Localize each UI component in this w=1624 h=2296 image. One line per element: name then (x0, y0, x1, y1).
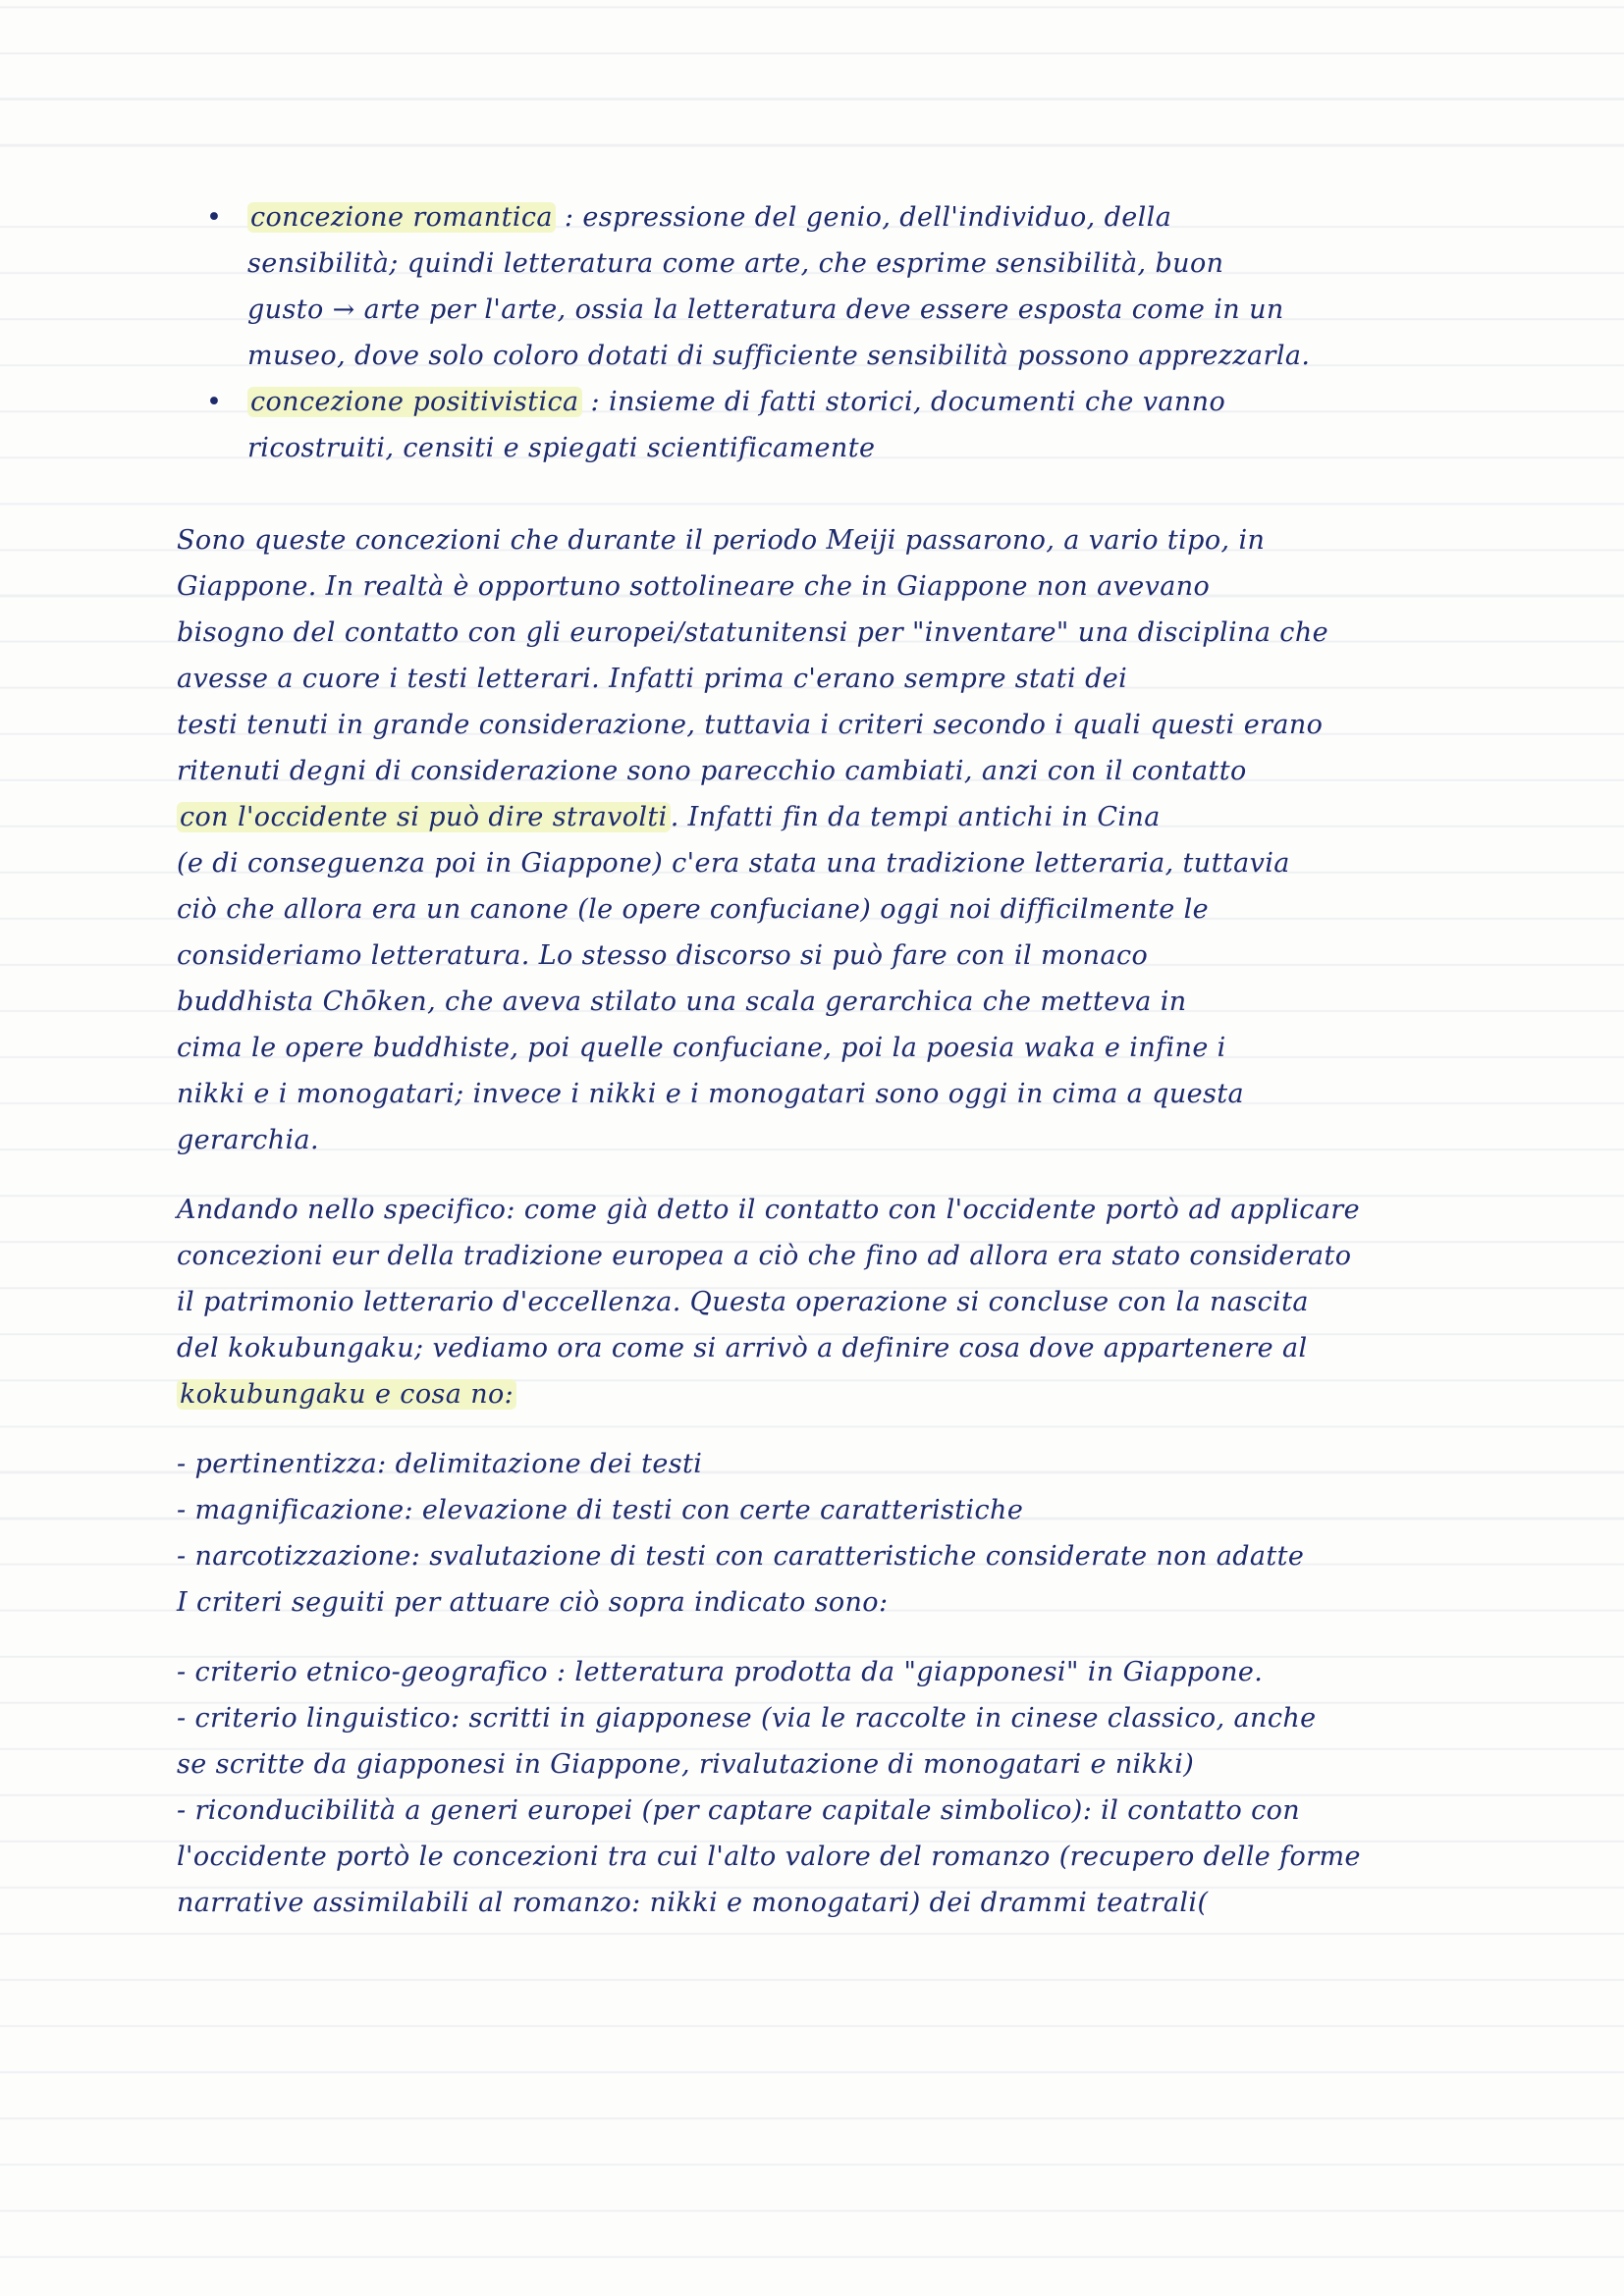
text: : espressione del genio, dell'individuo, della (564, 202, 1172, 233)
handwritten-notes (177, 194, 1473, 1926)
p1-line-14: gerarchia. (177, 1125, 319, 1155)
bullet-dot-icon: • (206, 387, 223, 417)
list1-item-1: - pertinentizza: delimitazione dei testi (177, 1449, 703, 1479)
spacer (177, 1626, 1473, 1649)
p1-line-11: buddhista Chōken, che aveva stilato una scala gerarchica che metteva in (177, 987, 1187, 1017)
bullet-dot-icon: • (206, 202, 223, 233)
spacer (177, 1417, 1473, 1441)
p1-line-12: cima le opere buddhiste, poi quelle confuciane, poi la poesia waka e infine i (177, 1033, 1226, 1063)
p1-line-7 (177, 794, 1473, 840)
bullet-romantica-line-4: museo, dove solo coloro dotati di sufficiente sensibilità possono apprezzarla. (247, 341, 1311, 371)
highlight-stravolti: con l'occidente si può dire stravolti (177, 802, 671, 832)
p1-line-6: ritenuti degni di considerazione sono parecchio cambiati, anzi con il contatto (177, 756, 1247, 786)
list2-line-3: se scritte da giapponesi in Giappone, rivalutazione di monogatari e nikki) (177, 1749, 1195, 1780)
bullet-romantica-line-1 (177, 194, 1473, 240)
p1-line-13: nikki e i monogatari; invece i nikki e i monogatari sono oggi in cima a questa (177, 1079, 1245, 1109)
p1-line-5: testi tenuti in grande considerazione, tuttavia i criteri secondo i quali questi erano (177, 710, 1324, 740)
p1-line-9: ciò che allora era un canone (le opere confuciane) oggi noi difficilmente le (177, 894, 1210, 925)
spacer (177, 471, 1473, 517)
bullet-positivistica-line-2: ricostruiti, censiti e spiegati scientificamente (247, 433, 876, 463)
p2-line-1: Andando nello specifico: come già detto il contatto con l'occidente portò ad applicare (177, 1195, 1360, 1225)
list2-line-5: l'occidente portò le concezioni tra cui l'alto valore del romanzo (recupero delle forme (177, 1842, 1361, 1872)
criteria-intro: I criteri seguiti per attuare ciò sopra indicato sono: (177, 1587, 889, 1618)
p1-line-3: bisogno del contatto con gli europei/statunitensi per "inventare" una disciplina che (177, 617, 1328, 648)
spacer (177, 1163, 1473, 1187)
p1-line-2: Giappone. In realtà è opportuno sottolineare che in Giappone non avevano (177, 571, 1211, 602)
list2-line-1: - criterio etnico-geografico : letteratura prodotta da "giapponesi" in Giappone. (177, 1657, 1264, 1687)
bullet-positivistica-line-1 (177, 379, 1473, 425)
list2-line-2: - criterio linguistico: scritti in giapponese (via le raccolte in cinese classico, anche (177, 1703, 1317, 1734)
bullet-romantica-line-2: sensibilità; quindi letteratura come arte, che esprime sensibilità, buon (247, 248, 1224, 279)
p2-line-3: il patrimonio letterario d'eccellenza. Questa operazione si concluse con la nascita (177, 1287, 1309, 1317)
list2-line-6: narrative assimilabili al romanzo: nikki e monogatari) dei drammi teatrali( (177, 1888, 1209, 1918)
p2-line-4: del kokubungaku; vediamo ora come si arrivò a definire cosa dove appartenere al (177, 1333, 1308, 1363)
p2-line-2: concezioni eur della tradizione europea a ciò che fino ad allora era stato considerato (177, 1241, 1352, 1271)
term-romantica: concezione romantica (247, 202, 556, 233)
term-positivistica: concezione positivistica (247, 387, 582, 417)
p1-line-4: avesse a cuore i testi letterari. Infatti prima c'erano sempre stati dei (177, 664, 1128, 694)
p1-line-10: consideriamo letteratura. Lo stesso discorso si può fare con il monaco (177, 940, 1149, 971)
text: : insieme di fatti storici, documenti che vanno (590, 387, 1226, 417)
bullet-romantica-line-3: gusto → arte per l'arte, ossia la letteratura deve essere esposta come in un (247, 294, 1284, 325)
highlight-kokubungaku: kokubungaku e cosa no: (177, 1379, 516, 1410)
p2-line-5 (177, 1371, 1473, 1417)
list2-line-4: - riconducibilità a generi europei (per captare capitale simbolico): il contatto con (177, 1795, 1301, 1826)
text: . Infatti fin da tempi antichi in Cina (670, 802, 1161, 832)
p1-line-1: Sono queste concezioni che durante il periodo Meiji passarono, a vario tipo, in (177, 525, 1266, 556)
list1-item-2: - magnificazione: elevazione di testi con certe caratteristiche (177, 1495, 1024, 1525)
p1-line-8: (e di conseguenza poi in Giappone) c'era stata una tradizione letteraria, tuttavia (177, 848, 1290, 879)
list1-item-3: - narcotizzazione: svalutazione di testi con caratteristiche considerate non adatte (177, 1541, 1305, 1572)
